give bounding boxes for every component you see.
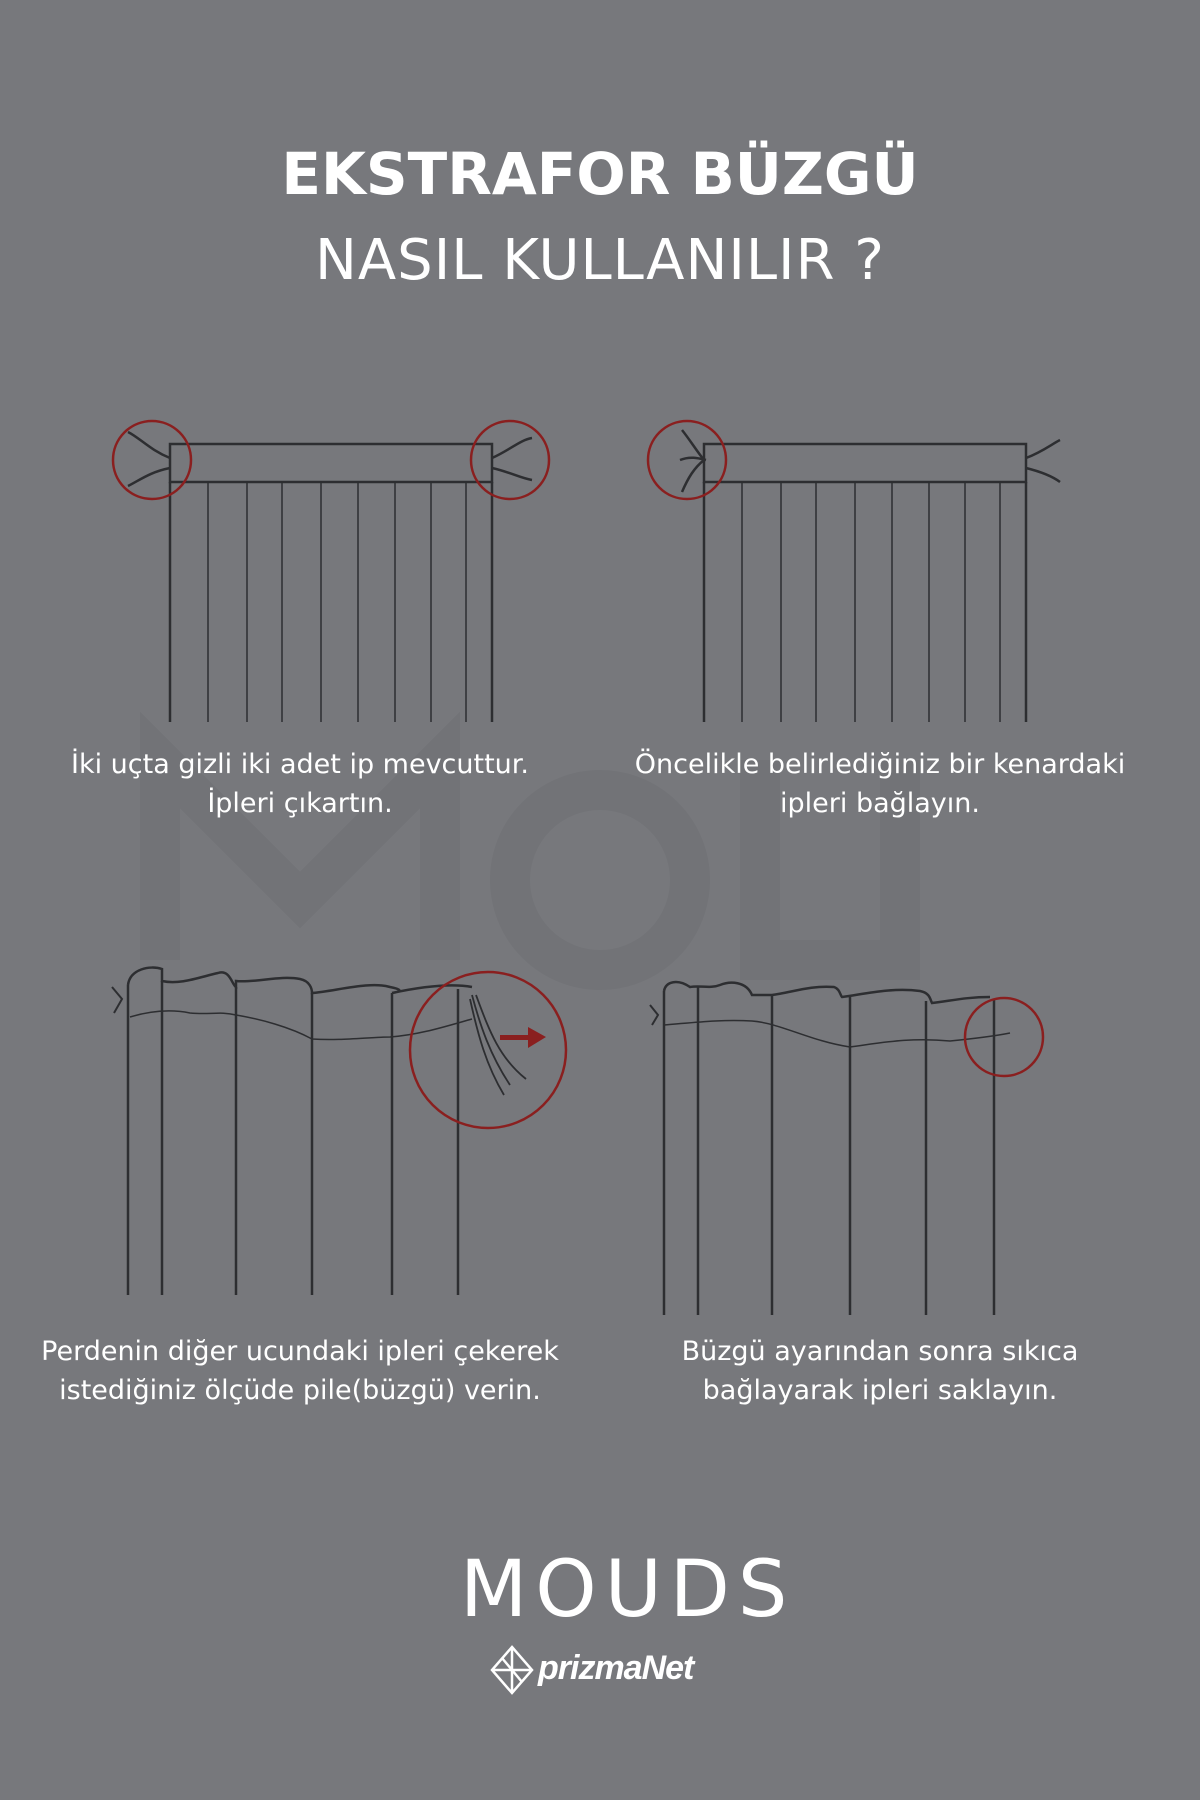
step2-caption	[620, 745, 1140, 823]
step4-caption	[620, 1332, 1140, 1410]
step1-diagram	[100, 410, 560, 730]
step1-caption-line2: İpleri çıkartın.	[207, 788, 393, 819]
page-title: EKSTRAFOR BÜZGÜ	[281, 140, 919, 208]
step3-caption-line1: Perdenin diğer ucundaki ipleri çekerek	[41, 1336, 559, 1367]
step2-caption-line2: ipleri bağlayın.	[780, 788, 980, 819]
step1-caption	[60, 745, 540, 823]
step2-caption-line1: Öncelikle belirlediğiniz bir kenardaki	[634, 749, 1126, 780]
prizma-diamond-icon	[490, 1645, 534, 1695]
step1-caption-line1: İki uçta gizli iki adet ip mevcuttur.	[71, 749, 529, 780]
step3-caption	[40, 1332, 560, 1410]
brand-logo	[460, 1545, 796, 1705]
mouds-logo-text: MOUDS	[460, 1545, 796, 1635]
page-subtitle: NASIL KULLANILIR ?	[314, 228, 885, 293]
step3-diagram	[100, 955, 580, 1315]
step3-caption-line2: istediğiniz ölçüde pile(büzgü) verin.	[59, 1375, 541, 1406]
step4-caption-line1: Büzgü ayarından sonra sıkıca	[681, 1336, 1079, 1367]
prizmanet-text: prizmaNet	[538, 1649, 694, 1687]
step4-caption-line2: bağlayarak ipleri saklayın.	[702, 1375, 1058, 1406]
prizmanet-logo	[490, 1645, 730, 1695]
step2-diagram	[640, 410, 1100, 730]
step4-diagram	[650, 975, 1070, 1325]
